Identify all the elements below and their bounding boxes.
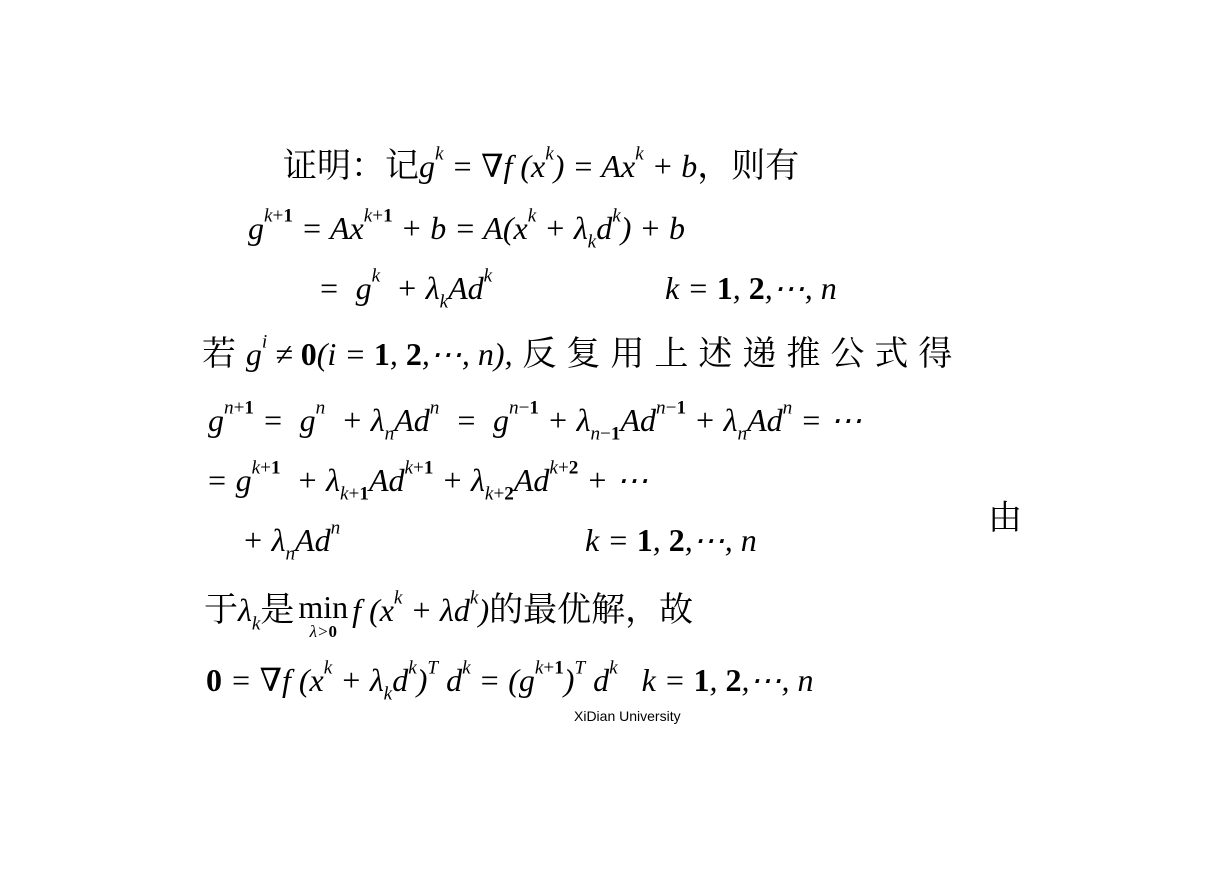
formula-expansion-2: = $g^{k+1} + \lambda_{k+1}Ad^{k+1} + \lambda_{k+2}Ad^{k+2}$ + ⋯ [206,457,648,505]
formula-expansion-1: $g^{n+1} = g^n + \lambda_nAd^n = g^{n-1} + \lambda_{n-1}Ad^{n-1} + \lambda_nAd^n$ = ⋯ [208,397,862,445]
intro-prefix: 证明：记 [283,146,419,186]
iterate-suffix: 反复用上述递推公式得 [522,334,963,374]
formula-nonzero-gradients: $g^i \ne 0(i = 1$, 2,⋯, n), [245,331,513,372]
optimality-mid: 是 [260,590,295,630]
formula-expansion-3: + $\lambda_nAd^n$ [242,517,341,565]
formula-gradient-next: $g^{k+1} = Ax^{k+1} + b = A(x^k + \lambda_kd^k) + b$ [248,205,685,253]
formula-gradient-recurrence: = $g^k + \lambda_kAd^k$ [318,265,493,313]
footer-university: XiDian University [574,708,681,724]
optimality-prefix: 于 [204,590,238,630]
formula-gradient-def: $g^k = \nabla f$ $(x^k) = Ax^k + b$ [419,143,698,184]
proof-line-iterate [202,331,963,375]
intro-suffix: ，则有 [697,146,800,186]
formula-line-search: f $(x^k + \lambda d^k)$ [352,587,490,628]
optimality-suffix: 的最优解，故 [489,590,694,630]
formula-index-range-2: k = 1, 2,⋯, n [585,522,757,558]
lambda-k-symbol: $\lambda_k$ [238,592,261,635]
proof-line-optimality [204,587,694,642]
proof-line-intro [283,143,800,187]
formula-index-range-1: k = 1, 2,⋯, n [665,270,837,306]
min-operator: min λ>0 [298,589,349,641]
iterate-prefix: 若 [202,334,236,374]
formula-orthogonality: 0 = ∇f $(x^k + \lambda_kd^k)^T$ $d^k = (g^{k+1})^T$ $d^k$ k = 1, 2,⋯, n [206,657,814,705]
side-word: 由 [988,498,1022,538]
